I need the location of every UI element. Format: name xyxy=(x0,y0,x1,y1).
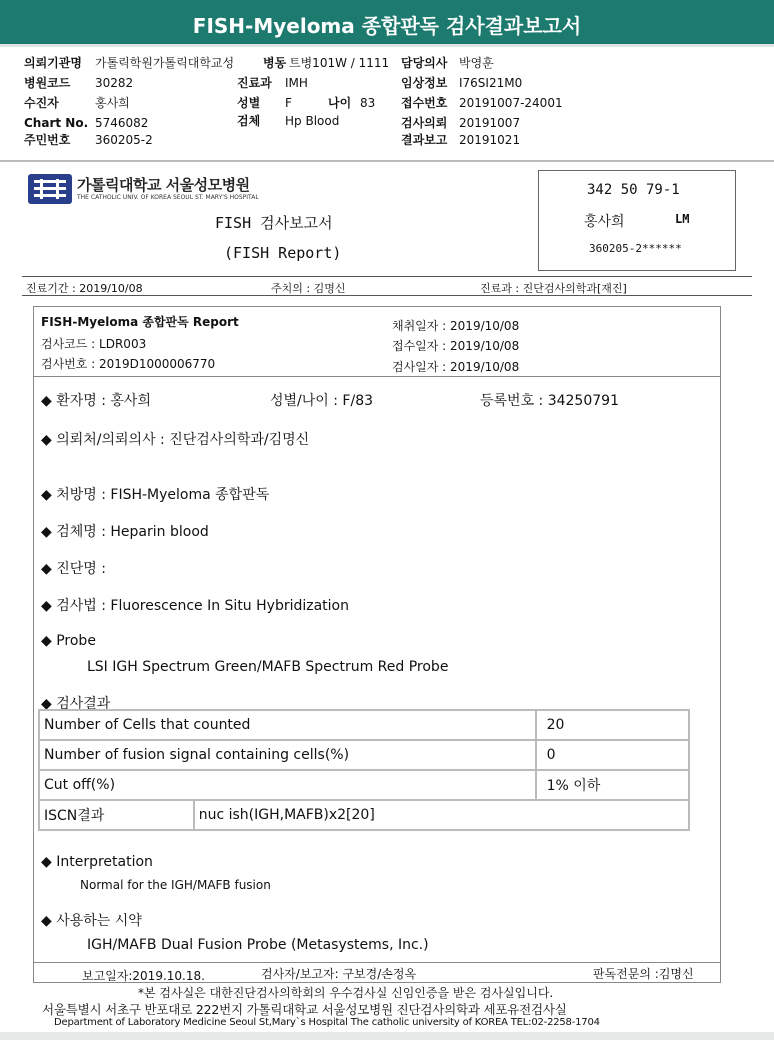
section-interp-title: ◆ Interpretation xyxy=(41,854,153,870)
sex-value: F xyxy=(285,96,292,110)
section-method: ◆ 검사법 : Fluorescence In Situ Hybridization xyxy=(41,598,349,614)
report-collected: 채취일자 : 2019/10/08 xyxy=(392,319,520,333)
info-doctor: 주치의 : 김명신 xyxy=(271,282,346,295)
clinical-value: I76SI21M0 xyxy=(459,76,523,90)
age-label: 나이 xyxy=(328,96,352,110)
report-name: FISH-Myeloma 종합판독 Report xyxy=(41,315,239,329)
specimen-value: Hp Blood xyxy=(285,114,340,128)
report-header-divider xyxy=(33,376,721,377)
footer-english: Department of Laboratory Medicine Seoul St,Mary`s Hospital The catholic university of KOREA TEL:02-2258-1704 xyxy=(54,1017,600,1028)
iscn-label: ISCN결과 xyxy=(39,800,194,830)
section-specimen: ◆ 검체명 : Heparin blood xyxy=(41,524,209,540)
iscn-value: nuc ish(IGH,MAFB)x2[20] xyxy=(194,800,689,830)
section-probe-value: LSI IGH Spectrum Green/MAFB Spectrum Red Probe xyxy=(87,659,449,675)
rrn-label: 주민번호 xyxy=(24,133,71,147)
age-value: 83 xyxy=(360,96,376,110)
result-value: 1% 이하 xyxy=(536,770,689,800)
result-value: 0 xyxy=(536,740,689,770)
resultdate-value: 20191021 xyxy=(459,133,521,147)
footer-cert: *본 검사실은 대한진단검사의학회의 우수검사실 신임인증을 받은 검사실입니다. xyxy=(138,986,554,1000)
specimen-label: 검체 xyxy=(237,114,261,128)
document-title-bar xyxy=(0,0,774,47)
sign-expert: 판독전문의 :김명신 xyxy=(593,967,694,981)
doctor-value: 박영훈 xyxy=(459,56,494,70)
document-title: FISH-Myeloma 종합판독 검사결과보고서 xyxy=(192,14,582,38)
table-row xyxy=(39,770,689,800)
dept-label: 진료과 xyxy=(237,76,272,90)
hospital-subname: THE CATHOLIC UNIV. OF KOREA SEOUL ST. MARY'S HOSPITAL xyxy=(77,194,259,201)
report-received: 접수일자 : 2019/10/08 xyxy=(392,339,520,353)
section-prescription: ◆ 처방명 : FISH-Myeloma 종합판독 xyxy=(41,487,270,503)
section-probe-title: ◆ Probe xyxy=(41,633,96,649)
section-patient: ◆ 환자명 : 홍사희 xyxy=(41,393,151,409)
section-referral: ◆ 의뢰처/의뢰의사 : 진단검사의학과/김명신 xyxy=(41,432,310,448)
result-label: Number of fusion signal containing cells(%) xyxy=(39,740,536,770)
dept-value: IMH xyxy=(285,76,308,90)
report-number: 검사번호 : 2019D1000006770 xyxy=(41,357,216,371)
report-tested: 검사일자 : 2019/10/08 xyxy=(392,360,520,374)
recno-value: 20191007-24001 xyxy=(459,96,563,110)
chart-label: Chart No. xyxy=(24,116,89,130)
hospital-name: 가톨릭대학교 서울성모병원 xyxy=(77,176,250,194)
inst-value: 가톨릭학원가톨릭대학교성 xyxy=(95,56,235,70)
table-row xyxy=(39,800,689,830)
info-dept: 진료과 : 진단검사의학과[재진] xyxy=(480,282,627,295)
section-sexage: 성별/나이 : F/83 xyxy=(270,393,374,409)
patient-value: 홍사희 xyxy=(95,96,130,110)
report-title-ko: FISH 검사보고서 xyxy=(215,214,333,232)
recno-label: 접수번호 xyxy=(401,96,448,110)
section-result-title: ◆ 검사결과 xyxy=(41,696,111,712)
doctor-label: 담당의사 xyxy=(401,56,448,70)
hospcode-value: 30282 xyxy=(95,76,134,90)
idbox-number: 342 50 79-1 xyxy=(587,182,680,198)
result-label: Cut off(%) xyxy=(39,770,536,800)
table-row xyxy=(39,710,689,740)
ward-label: 병동 xyxy=(263,56,287,70)
bottom-band xyxy=(0,1032,774,1040)
hospcode-label: 병원코드 xyxy=(24,76,71,90)
ward-value: 트병101W / 1111 xyxy=(289,56,390,70)
sign-date: 보고일자:2019.10.18. xyxy=(82,969,205,983)
sign-tester: 검사자/보고자: 구보경/손정옥 xyxy=(261,967,417,981)
footer-address: 서울특별시 서초구 반포대로 222번지 가톨릭대학교 서울성모병원 진단검사의학과 세포유전검사실 xyxy=(42,1002,567,1017)
sign-divider xyxy=(33,962,721,963)
infoline-top-rule xyxy=(22,276,752,277)
infoline-bottom-rule xyxy=(22,295,752,296)
idbox-sex-code: LM xyxy=(675,212,690,226)
section-regno: 등록번호 : 34250791 xyxy=(480,393,619,409)
inst-label: 의뢰기관명 xyxy=(24,56,82,70)
resultdate-label: 결과보고 xyxy=(401,133,448,147)
sex-label: 성별 xyxy=(237,96,261,110)
section-reagent-title: ◆ 사용하는 시약 xyxy=(41,913,142,929)
header-divider xyxy=(0,160,774,162)
info-period: 진료기간 : 2019/10/08 xyxy=(26,282,143,295)
hospital-logo-icon xyxy=(28,174,72,204)
result-value: 20 xyxy=(536,710,689,740)
section-interp-value: Normal for the IGH/MAFB fusion xyxy=(80,878,271,892)
chart-value: 5746082 xyxy=(95,116,149,130)
report-title-en: (FISH Report) xyxy=(224,244,342,262)
idbox-rrn: 360205-2****** xyxy=(589,242,682,255)
clinical-label: 임상정보 xyxy=(401,76,448,90)
rrn-value: 360205-2 xyxy=(95,133,153,147)
idbox-name: 홍사희 xyxy=(584,214,625,230)
table-row xyxy=(39,740,689,770)
section-reagent-value: IGH/MAFB Dual Fusion Probe (Metasystems, Inc.) xyxy=(87,937,429,953)
results-table xyxy=(38,709,690,831)
section-diagnosis: ◆ 진단명 : xyxy=(41,561,106,577)
result-label: Number of Cells that counted xyxy=(39,710,536,740)
report-code: 검사코드 : LDR003 xyxy=(41,337,147,351)
patient-label: 수진자 xyxy=(24,96,59,110)
reqdate-value: 20191007 xyxy=(459,116,521,130)
reqdate-label: 검사의뢰 xyxy=(401,116,448,130)
